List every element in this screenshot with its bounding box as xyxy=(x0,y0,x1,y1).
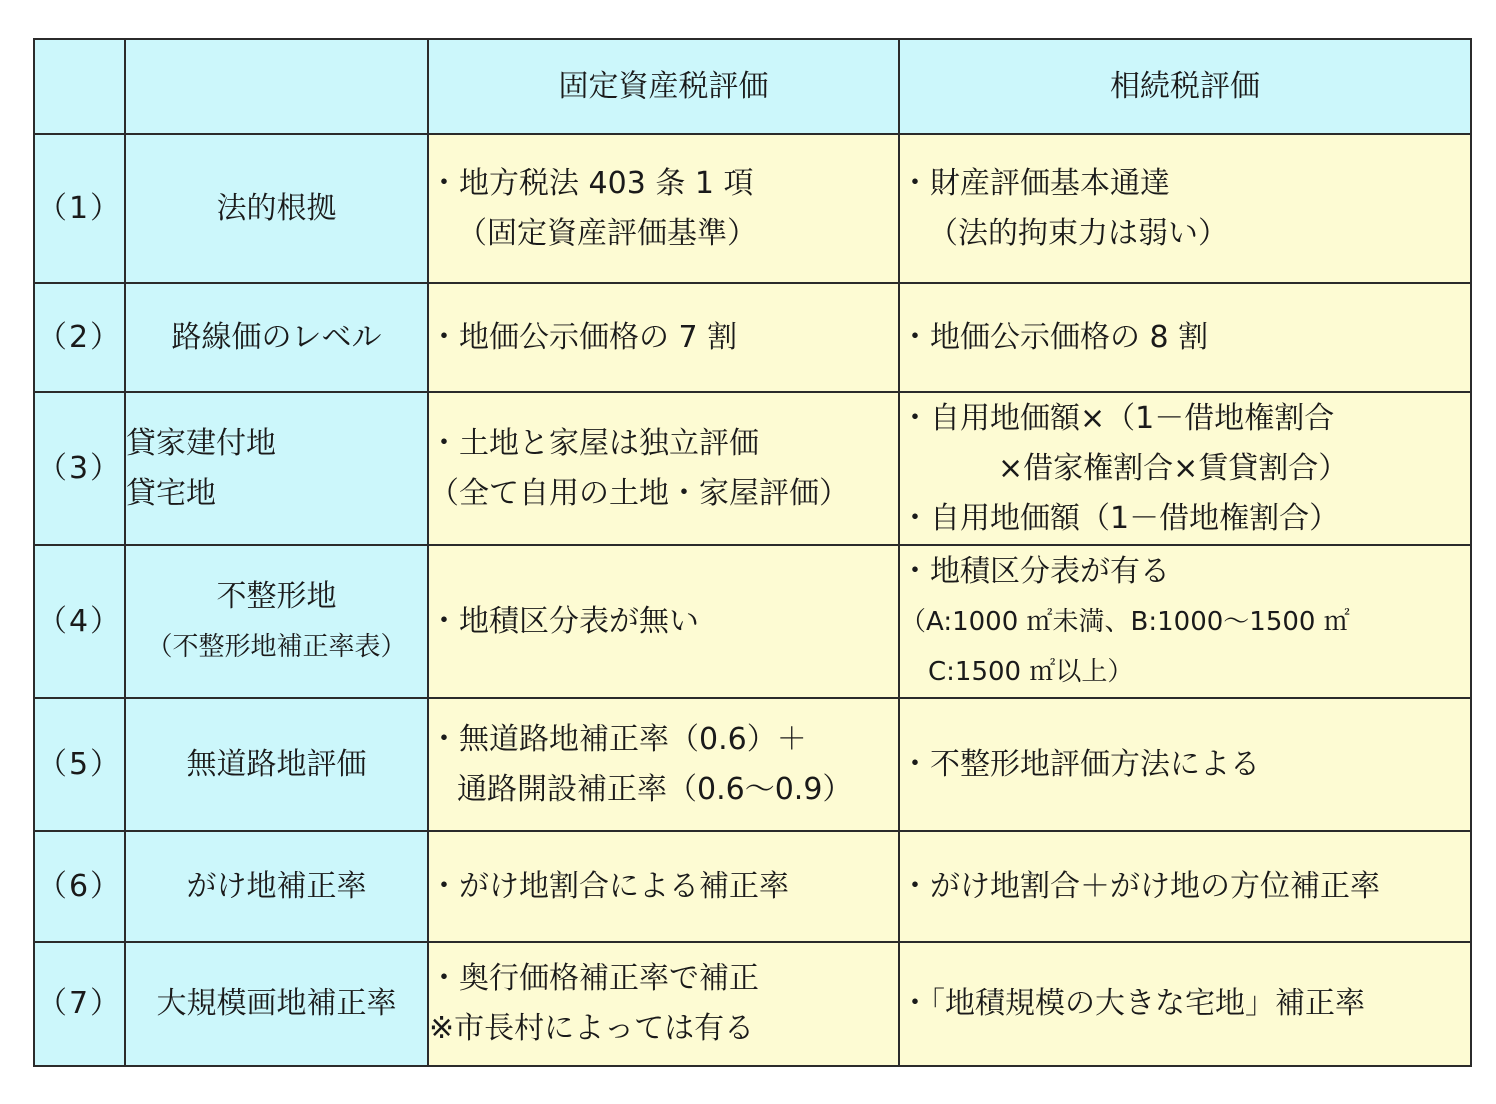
row-number: （3） xyxy=(34,392,125,545)
inherit-line: （法的拘束力は弱い） xyxy=(928,215,1228,251)
row-item xyxy=(125,134,428,283)
inherit-line: ・地価公示価格の 8 割 xyxy=(900,319,1209,355)
inheritance-cell xyxy=(899,831,1471,942)
row-number: （5） xyxy=(34,698,125,831)
inherit-line: ・がけ地割合＋がけ地の方位補正率 xyxy=(900,868,1380,904)
item-line: （不整形地補正率表） xyxy=(146,631,407,662)
inheritance-cell xyxy=(899,698,1471,831)
table-row xyxy=(34,545,1471,698)
fixed-line: （固定資産評価基準） xyxy=(457,215,757,251)
fixed-line: ・地積区分表が無い xyxy=(429,603,699,639)
inheritance-cell xyxy=(899,134,1471,283)
table-row xyxy=(34,942,1471,1066)
table-row xyxy=(34,283,1471,392)
inheritance-cell xyxy=(899,942,1471,1066)
fixed-asset-cell xyxy=(428,698,899,831)
row-number: （2） xyxy=(34,283,125,392)
fixed-asset-cell xyxy=(428,545,899,698)
inherit-line: ・財産評価基本通達 xyxy=(900,165,1170,201)
inherit-line: C:1500 ㎡以上） xyxy=(928,656,1134,687)
fixed-asset-cell xyxy=(428,134,899,283)
inherit-line: ・自用地価額×（1－借地権割合 xyxy=(900,400,1335,436)
row-item xyxy=(125,545,428,698)
inherit-line: ・不整形地評価方法による xyxy=(900,746,1260,782)
row-item xyxy=(125,698,428,831)
item-line: 無道路地評価 xyxy=(186,746,367,782)
header-blank-item xyxy=(125,39,428,134)
fixed-line: ・土地と家屋は独立評価 xyxy=(429,425,759,461)
item-line: 大規模画地補正率 xyxy=(156,986,397,1021)
row-number: （4） xyxy=(34,545,125,698)
table-row xyxy=(34,831,1471,942)
item-line: 不整形地 xyxy=(216,578,337,614)
fixed-line: ・地価公示価格の 7 割 xyxy=(429,319,738,355)
item-line: 貸家建付地 xyxy=(126,425,276,461)
row-number: （7） xyxy=(34,942,125,1066)
inheritance-cell xyxy=(899,392,1471,545)
table-row xyxy=(34,698,1471,831)
fixed-asset-cell xyxy=(428,283,899,392)
inheritance-cell xyxy=(899,283,1471,392)
row-item xyxy=(125,283,428,392)
fixed-asset-cell xyxy=(428,942,899,1066)
fixed-line: ・がけ地割合による補正率 xyxy=(429,868,789,904)
inherit-line: ・自用地価額（1－借地権割合） xyxy=(900,500,1340,536)
fixed-line: ・無道路地補正率（0.6）＋ xyxy=(429,721,807,757)
fixed-asset-cell xyxy=(428,392,899,545)
fixed-asset-cell xyxy=(428,831,899,942)
row-number: （6） xyxy=(34,831,125,942)
header-inheritance-tax: 相続税評価 xyxy=(899,39,1471,134)
inheritance-cell xyxy=(899,545,1471,698)
item-line: がけ地補正率 xyxy=(186,868,367,904)
fixed-line: ※市長村によっては有る xyxy=(429,1011,755,1046)
item-line: 法的根拠 xyxy=(216,190,337,226)
row-item xyxy=(125,942,428,1066)
fixed-line: ・地方税法 403 条 1 項 xyxy=(429,165,754,201)
table-row xyxy=(34,134,1471,283)
table-row xyxy=(34,392,1471,545)
item-line: 貸宅地 xyxy=(126,475,216,511)
row-item xyxy=(125,831,428,942)
fixed-line: （全て自用の土地・家屋評価） xyxy=(429,475,849,511)
fixed-line: 通路開設補正率（0.6～0.9） xyxy=(457,771,853,807)
header-fixed-asset-tax: 固定資産税評価 xyxy=(428,39,899,134)
header-blank-num xyxy=(34,39,125,134)
inherit-line: ・地積区分表が有る xyxy=(900,553,1170,589)
row-number: （1） xyxy=(34,134,125,283)
header-row xyxy=(34,39,1471,134)
row-item xyxy=(125,392,428,545)
fixed-line: ・奥行価格補正率で補正 xyxy=(429,961,759,996)
comparison-table xyxy=(33,38,1472,1067)
inherit-line: ・「地積規模の大きな宅地」補正率 xyxy=(900,986,1365,1021)
inherit-line: ×借家権割合×賃貸割合） xyxy=(998,450,1349,486)
inherit-line: （A:1000 ㎡未満、B:1000～1500 ㎡ xyxy=(900,606,1350,637)
item-line: 路線価のレベル xyxy=(171,319,382,355)
